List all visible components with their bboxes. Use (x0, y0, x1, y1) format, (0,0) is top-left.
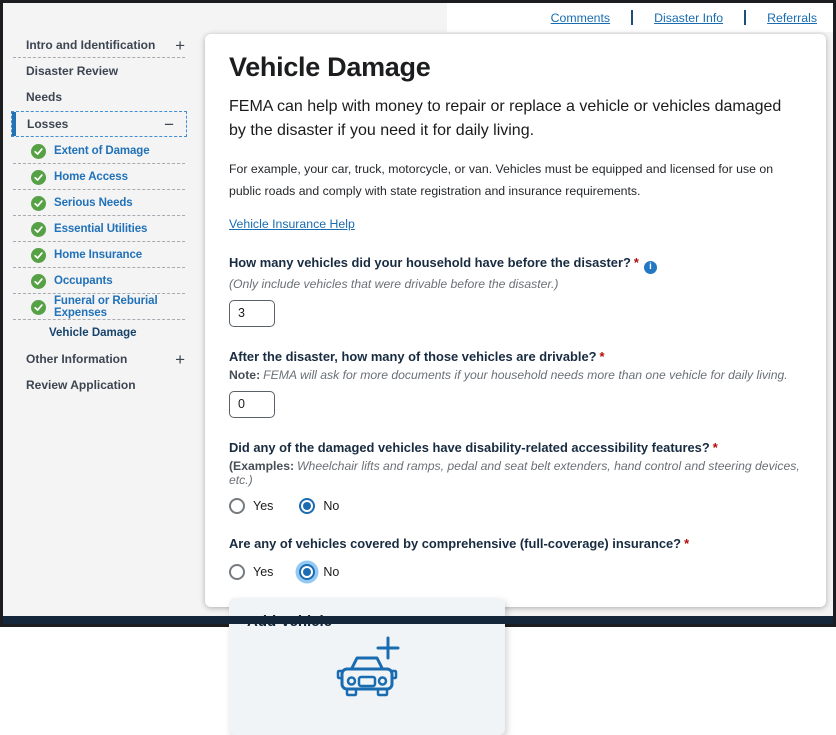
option-label: Yes (253, 564, 274, 579)
accessibility-radio-group (229, 498, 802, 514)
check-icon (31, 222, 46, 237)
examples-text: Wheelchair lifts and ramps, pedal and seat belt extenders, hand control and steering devices, etc.) (229, 459, 800, 488)
sidebar-item-serious-needs[interactable] (3, 190, 205, 216)
required-marker: * (684, 536, 690, 552)
examples-prefix: (Examples: (229, 459, 295, 474)
sidebar-item-label: Intro and Identification (26, 38, 156, 52)
question-label: Are any of vehicles covered by comprehensive (full-coverage) insurance? (229, 536, 682, 552)
question-note (229, 368, 802, 382)
question-examples (229, 459, 802, 487)
sidebar (3, 3, 205, 616)
sidebar-item-review-application[interactable] (3, 372, 205, 398)
hint-text: (Only include vehicles that were drivable before the disaster.) (229, 276, 559, 291)
sidebar-item-vehicle-damage-active[interactable] (3, 320, 205, 346)
description-paragraph: For example, your car, truck, motorcycle, or van. Vehicles must be equipped and licensed for use on public roads and comply with state registration and insurance requirements. (229, 162, 774, 199)
sidebar-item-label: Serious Needs (54, 197, 133, 209)
car-plus-icon (247, 634, 487, 705)
question-hint (229, 277, 802, 291)
question-vehicles-before (229, 254, 802, 273)
sidebar-item-label: Other Information (26, 352, 128, 366)
note-prefix: Note: (229, 367, 261, 382)
plus-icon (175, 37, 185, 54)
sidebar-item-label: Needs (26, 90, 63, 104)
sidebar-item-label: Home Insurance (54, 249, 143, 261)
check-icon (31, 300, 46, 315)
minus-icon (164, 116, 174, 133)
accessibility-no-option[interactable] (299, 498, 339, 514)
main-content-card (205, 34, 826, 607)
sidebar-item-disaster-review[interactable] (3, 58, 205, 84)
sidebar-item-needs[interactable] (3, 84, 205, 110)
question-vehicles-drivable (229, 348, 802, 365)
insurance-yes-option[interactable] (229, 564, 273, 580)
sidebar-item-label: Funeral or Reburial Expenses (54, 295, 158, 319)
sidebar-item-occupants[interactable] (3, 268, 205, 294)
sidebar-item-essential-utilities[interactable] (3, 216, 205, 242)
vehicles-drivable-input[interactable] (229, 391, 275, 418)
plus-icon (175, 351, 185, 368)
check-icon (31, 196, 46, 211)
comments-link[interactable]: Comments (550, 10, 611, 25)
sidebar-item-label: Losses (27, 117, 69, 131)
option-label: No (323, 499, 340, 514)
question-accessibility-features (229, 439, 802, 456)
lead-paragraph: FEMA can help with money to repair or replace a vehicle or vehicles damaged by the disaster if you need it for daily living. (229, 98, 782, 139)
sidebar-item-extent-of-damage[interactable] (3, 138, 205, 164)
insurance-radio-group (229, 564, 802, 580)
vehicle-insurance-help-link[interactable]: Vehicle Insurance Help (229, 217, 355, 232)
check-icon (31, 144, 46, 159)
question-comprehensive-insurance (229, 535, 802, 552)
divider (631, 10, 633, 25)
sidebar-item-label: Extent of Damage (54, 145, 150, 157)
question-label: After the disaster, how many of those vehicles are drivable? (229, 348, 597, 364)
check-icon (31, 274, 46, 289)
sidebar-item-home-insurance[interactable] (3, 242, 205, 268)
question-label: How many vehicles did your household have before the disaster? (229, 255, 631, 271)
radio-unselected-icon[interactable] (229, 498, 245, 514)
divider (744, 10, 746, 25)
referrals-link[interactable]: Referrals (767, 10, 817, 25)
sidebar-item-intro-and-identification[interactable] (3, 32, 205, 58)
topbar (447, 3, 833, 32)
option-label: Yes (253, 499, 274, 514)
option-label: No (323, 564, 340, 579)
radio-selected-icon[interactable] (299, 498, 315, 514)
sidebar-item-other-information[interactable] (3, 346, 205, 372)
note-text: FEMA will ask for more documents if your household needs more than one vehicle for daily living. (263, 367, 788, 382)
accessibility-yes-option[interactable] (229, 498, 273, 514)
sidebar-item-label: Vehicle Damage (49, 327, 137, 339)
sidebar-item-label: Disaster Review (26, 64, 119, 78)
footer-bar (3, 616, 833, 624)
required-marker: * (712, 439, 718, 455)
sidebar-item-funeral-or-reburial-expenses[interactable] (3, 294, 205, 320)
sidebar-item-label: Occupants (54, 275, 113, 287)
disaster-info-link[interactable]: Disaster Info (654, 10, 724, 25)
radio-unselected-icon[interactable] (229, 564, 245, 580)
sidebar-item-home-access[interactable] (3, 164, 205, 190)
check-icon (31, 170, 46, 185)
page-title: Vehicle Damage (229, 52, 431, 82)
vehicles-before-input[interactable] (229, 300, 275, 327)
radio-selected-focused-icon[interactable] (299, 564, 315, 580)
info-icon[interactable] (644, 261, 657, 274)
question-label: Did any of the damaged vehicles have disability-related accessibility features? (229, 439, 710, 455)
required-marker: * (633, 255, 639, 271)
sidebar-item-losses[interactable] (11, 111, 187, 137)
sidebar-item-label: Home Access (54, 171, 128, 183)
sidebar-item-label: Review Application (26, 378, 136, 392)
insurance-no-option[interactable] (299, 564, 339, 580)
sidebar-item-label: Essential Utilities (54, 223, 148, 235)
check-icon (31, 248, 46, 263)
required-marker: * (599, 348, 605, 364)
